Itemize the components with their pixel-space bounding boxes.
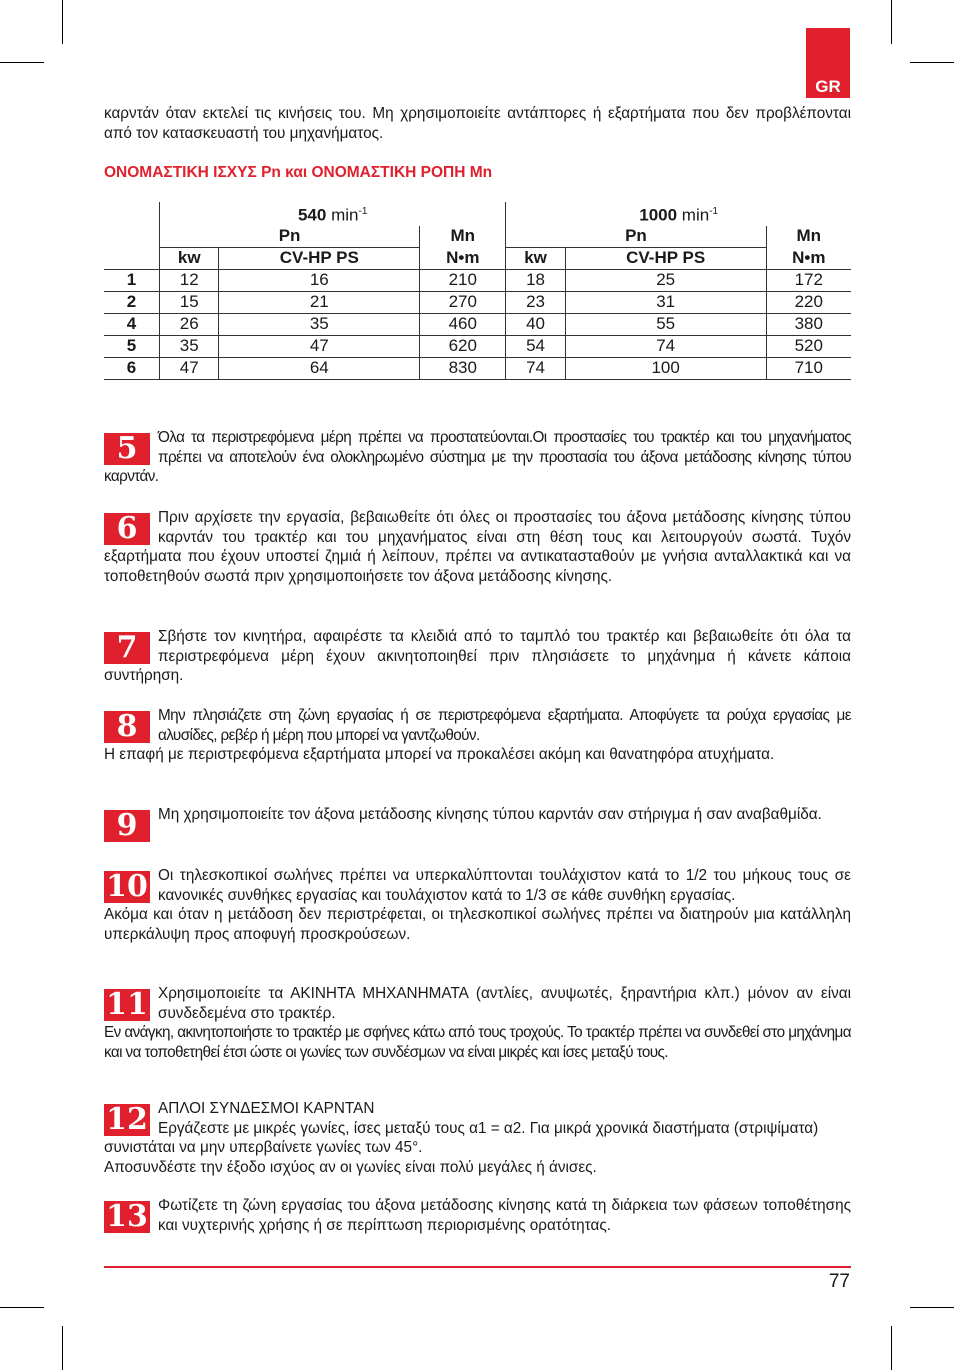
intro-paragraph: καρντάν όταν εκτελεί τις κινήσεις του. Μη χρησιμοποιείτε αντάπτορες ή εξαρτήματα που δεν προβλέπονται από τον κατασκευαστή του μηχανήματος. [104,105,851,142]
power-torque-table [104,202,851,380]
item-number-badge: 13 [104,1201,150,1233]
cvhp-header: CV-HP PS [565,247,766,269]
crop-mark [0,1307,44,1308]
item-number-badge: 9 [104,810,150,842]
pn-header: Pn [160,226,420,248]
footer-rule [104,1266,851,1268]
table-corner [104,202,160,226]
table-row: 6 47 64 830 74 100 710 [104,357,851,379]
crop-mark [0,62,44,63]
crop-mark [891,0,892,44]
language-tab: GR [806,28,850,98]
safety-item-6: 6 Πριν αρχίσετε την εργασία, βεβαιωθείτε ότι όλες οι προστασίες του άξονα μετάδοσης κίνησης τύπου καρντάν του τρακτέρ και του μηχανήματος είναι στη θέση τους και λειτουργούν σωστά. Τυχόν εξαρτήματα που έχουν υποστεί ζημιά ή λείπουν, πρέπει να αντικατασταθούν με γνήσια ανταλλακτικά και να τοποθετηθούν σωστά πριν χρησιμοποιήσετε τον άξονα μετάδοσης κίνησης. [104,509,851,585]
nm-header: N•m [766,247,851,269]
crop-mark [910,1307,954,1308]
table-row: 2 15 21 270 23 31 220 [104,291,851,313]
pn-header: Pn [506,226,766,248]
safety-item-10: 10 Οι τηλεσκοπικοί σωλήνες πρέπει να υπερκαλύπτονται τουλάχιστον κατά το 1/2 του μήκους τους σε κανονικές συνθήκες εργασίας και τουλάχιστον κατά το 1/3 σε κάθε συνθήκη εργασίας. Ακόμα και όταν η μετάδοση δεν περιστρέφεται, οι τηλεσκοπικοί σωλήνες πρέπει να διατηρούν μια κατάλληλη υπερκάλυψη προς αποφυγή προσκρούσεων. [104,867,851,943]
crop-mark [891,1326,892,1370]
safety-item-13: 13 Φωτίζετε τη ζώνη εργασίας του άξονα μετάδοσης κίνησης κατά τη διάρκεια των φάσεων τοποθέτησης και νυχτερινής χρήσης ή σε περίπτωση περιορισμένης ορατότητας. [104,1196,851,1235]
mn-header: Mn [766,226,851,248]
item-number-badge: 12 [104,1104,150,1136]
item-number-badge: 10 [104,871,150,903]
page-number: 77 [828,1271,850,1292]
crop-mark [910,62,954,63]
crop-mark [62,0,63,44]
speed-540-header: 540 $\min^{-1}$ [160,202,506,226]
safety-item-7: 7 Σβήστε τον κινητήρα, αφαιρέστε τα κλειδιά από το ταμπλό του τρακτέρ και βεβαιωθείτε ότι όλα τα περιστρεφόμενα μέρη έχουν ακινητοποιηθεί πριν πλησιάσετε το μηχάνημα ή κάνετε κάποια συντήρηση. [104,628,851,684]
safety-item-8: 8 Μην πλησιάζετε στη ζώνη εργασίας ή σε περιστρεφόμενα εξαρτήματα. Αποφύγετε τα ρούχα εργασίας με αλυσίδες, ρεβέρ ή μέρη που μπορεί να γαντζωθούν. Η επαφή με περιστρεφόμενα εξαρτήματα μπορεί να προκαλέσει ακόμη και θανατηφόρα ατυχήματα. [104,707,851,763]
kw-header: kw [160,247,219,269]
item-number-badge: 5 [104,433,150,465]
safety-item-9: 9 Μη χρησιμοποιείτε τον άξονα μετάδοσης κίνησης τύπου καρντάν σαν στήριγμα ή σαν αναβαθμίδα. [104,805,851,842]
safety-item-5: 5 Όλα τα περιστρεφόμενα μέρη πρέπει να προστατεύονται.Οι προστασίες του τρακτέρ και του μηχανήματος πρέπει να αποτελούν ένα ολοκληρωμένο σύστημα με την προστασία του άξονα μετάδοσης κίνησης τύπου καρντάν. [104,429,851,485]
nm-header: N•m [420,247,506,269]
crop-mark [62,1326,63,1370]
item-number-badge: 11 [104,989,150,1021]
mn-header: Mn [420,226,506,248]
safety-item-11: 11 Χρησιμοποιείτε τα ΑΚΙΝΗΤΑ ΜΗΧΑΝΗΜΑΤΑ (αντλίες, ανυψωτές, ξηραντήρια κλπ.) μόνον αν είναι συνδεδεμένα στο τρακτέρ. Εν ανάγκη, ακινητοποιήστε το τρακτέρ με σφήνες κάτω από τους τροχούς. Το τρακτέρ πρέπει να συνδεθεί στο μηχάνημα και να τοποθετηθεί έτσι ώστε οι γωνίες των συνδέσμων να είναι μικρές και ίσες μεταξύ τους. [104,985,851,1061]
kw-header: kw [506,247,565,269]
item-number-badge: 7 [104,632,150,664]
item-number-badge: 6 [104,513,150,545]
speed-1000-header: 1000 $\min^{-1}$ [506,202,851,226]
item-number-badge: 8 [104,711,150,743]
table-row: 1 12 16 210 18 25 172 [104,269,851,291]
safety-item-12: 12 ΑΠΛΟΙ ΣΥΝΔΕΣΜΟΙ ΚΑΡΝΤΑΝ Εργάζεστε με μικρές γωνίες, ίσες μεταξύ τους α1 = α2. Για μικρά χρονικά διαστήματα (στριψίματα) συνιστάται να μην υπερβαίνετε γωνίες των 45°. Αποσυνδέστε την έξοδο ισχύος αν οι γωνίες είναι πολύ μεγάλες ή άνισες. [104,1100,819,1176]
section-heading: ΟΝΟΜΑΣΤΙΚΗ ΙΣΧΥΣ Pn και ΟΝΟΜΑΣΤΙΚΗ ΡΟΠΗ Mn [104,164,493,181]
cvhp-header: CV-HP PS [219,247,420,269]
table-row: 4 26 35 460 40 55 380 [104,313,851,335]
table-row: 5 35 47 620 54 74 520 [104,335,851,357]
